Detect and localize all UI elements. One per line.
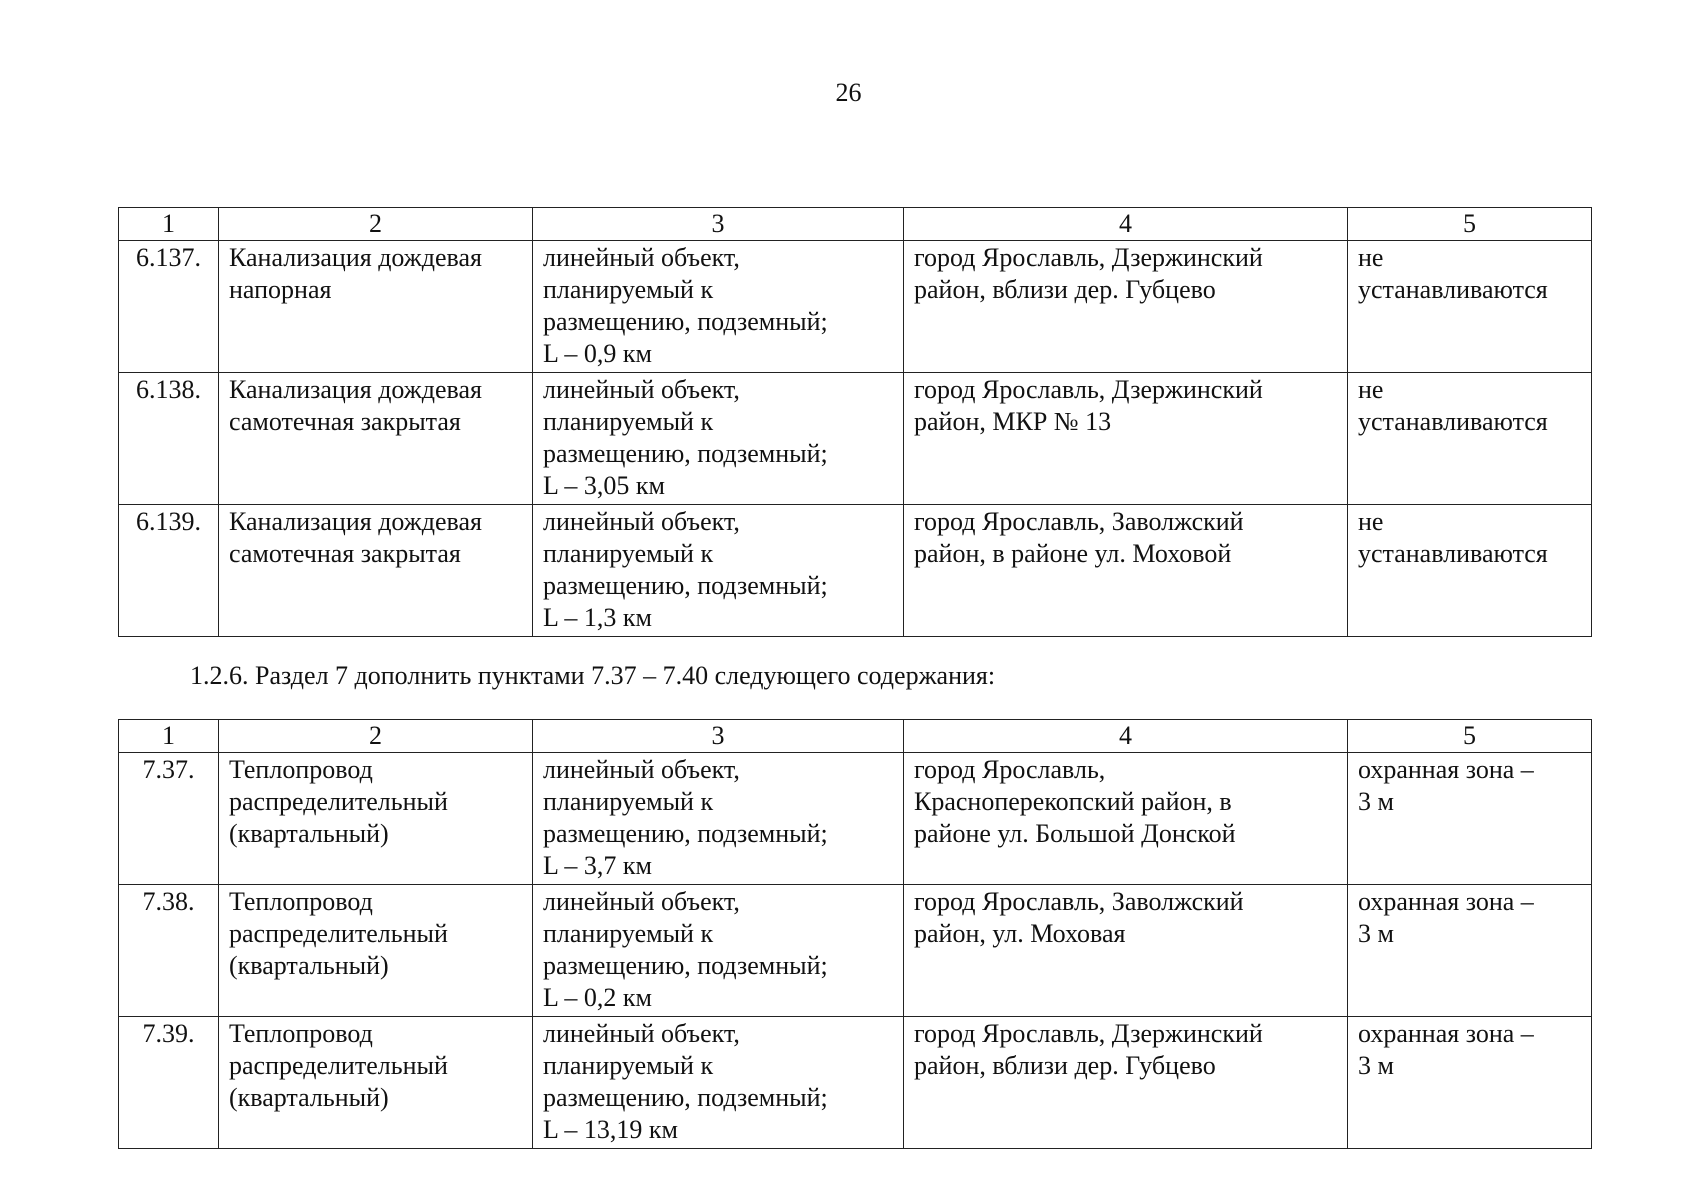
cell-text-line: не — [1358, 507, 1384, 536]
table-section-6 — [118, 207, 1592, 637]
location-cell — [904, 885, 1348, 1017]
object-name-cell — [219, 505, 533, 637]
table-row — [119, 241, 1592, 373]
cell-text-line: 3 м — [1358, 1051, 1394, 1080]
object-description-cell — [533, 885, 904, 1017]
object-description-cell — [533, 505, 904, 637]
cell-text-line: распределительный — [229, 787, 448, 816]
protection-zone-cell — [1348, 373, 1592, 505]
cell-text-line: размещению, подземный; — [543, 571, 828, 600]
cell-text-line: линейный объект, — [543, 887, 740, 916]
cell-text-line: район, вблизи дер. Губцево — [914, 1051, 1216, 1080]
cell-text-line: Канализация дождевая — [229, 507, 482, 536]
header-cell-3: 3 — [533, 720, 904, 753]
header-cell-4: 4 — [904, 720, 1348, 753]
cell-text-line: L – 0,9 км — [543, 339, 653, 368]
cell-text-line: (квартальный) — [229, 1083, 389, 1112]
cell-text-line: планируемый к — [543, 539, 714, 568]
cell-text-line: размещению, подземный; — [543, 819, 828, 848]
cell-text-line: самотечная закрытая — [229, 407, 461, 436]
cell-text-line: планируемый к — [543, 787, 714, 816]
cell-text-line: L – 3,05 км — [543, 471, 666, 500]
cell-text-line: город Ярославль, Дзержинский — [914, 243, 1263, 272]
table-header-row — [119, 208, 1592, 241]
header-cell-2: 2 — [219, 720, 533, 753]
cell-text-line: не — [1358, 375, 1384, 404]
item-number-cell: 7.37. — [119, 753, 219, 885]
cell-text-line: районе ул. Большой Донской — [914, 819, 1236, 848]
page-number: 26 — [835, 78, 862, 107]
cell-text-line: планируемый к — [543, 919, 714, 948]
item-number-cell: 7.39. — [119, 1017, 219, 1149]
cell-text-line: размещению, подземный; — [543, 307, 828, 336]
cell-text-line: устанавливаются — [1358, 539, 1548, 568]
header-cell-2: 2 — [219, 208, 533, 241]
cell-text-line: линейный объект, — [543, 755, 740, 784]
cell-text-line: самотечная закрытая — [229, 539, 461, 568]
cell-text-line: город Ярославль, Дзержинский — [914, 1019, 1263, 1048]
header-cell-5: 5 — [1348, 720, 1592, 753]
cell-text-line: 3 м — [1358, 787, 1394, 816]
cell-text-line: линейный объект, — [543, 1019, 740, 1048]
cell-text-line: планируемый к — [543, 1051, 714, 1080]
cell-text-line: Теплопровод — [229, 1019, 373, 1048]
item-number-cell: 6.137. — [119, 241, 219, 373]
table-row — [119, 1017, 1592, 1149]
cell-text-line: не — [1358, 243, 1384, 272]
cell-text-line: L – 1,3 км — [543, 603, 653, 632]
cell-text-line: охранная зона – — [1358, 1019, 1534, 1048]
location-cell — [904, 241, 1348, 373]
cell-text-line: район, в районе ул. Моховой — [914, 539, 1232, 568]
cell-text-line: охранная зона – — [1358, 887, 1534, 916]
cell-text-line: город Ярославль, Заволжский — [914, 507, 1244, 536]
header-cell-3: 3 — [533, 208, 904, 241]
object-name-cell — [219, 753, 533, 885]
protection-zone-cell — [1348, 753, 1592, 885]
table-section-7 — [118, 719, 1592, 1149]
cell-text-line: (квартальный) — [229, 951, 389, 980]
location-cell — [904, 373, 1348, 505]
object-name-cell — [219, 1017, 533, 1149]
cell-text-line: район, вблизи дер. Губцево — [914, 275, 1216, 304]
table-row — [119, 505, 1592, 637]
table-row — [119, 885, 1592, 1017]
cell-text-line: L – 0,2 км — [543, 983, 653, 1012]
cell-text-line: 3 м — [1358, 919, 1394, 948]
cell-text-line: устанавливаются — [1358, 275, 1548, 304]
cell-text-line: планируемый к — [543, 407, 714, 436]
object-description-cell — [533, 1017, 904, 1149]
cell-text-line: Канализация дождевая — [229, 375, 482, 404]
object-description-cell — [533, 753, 904, 885]
location-cell — [904, 753, 1348, 885]
cell-text-line: размещению, подземный; — [543, 951, 828, 980]
object-name-cell — [219, 373, 533, 505]
cell-text-line: город Ярославль, — [914, 755, 1106, 784]
item-number-cell: 6.139. — [119, 505, 219, 637]
cell-text-line: распределительный — [229, 919, 448, 948]
cell-text-line: (квартальный) — [229, 819, 389, 848]
cell-text-line: Теплопровод — [229, 887, 373, 916]
object-description-cell — [533, 373, 904, 505]
protection-zone-cell — [1348, 1017, 1592, 1149]
protection-zone-cell — [1348, 505, 1592, 637]
table-header-row — [119, 720, 1592, 753]
protection-zone-cell — [1348, 241, 1592, 373]
cell-text-line: распределительный — [229, 1051, 448, 1080]
location-cell — [904, 1017, 1348, 1149]
amendment-paragraph: 1.2.6. Раздел 7 дополнить пунктами 7.37 – 7.40 следующего содержания: — [190, 661, 996, 690]
cell-text-line: размещению, подземный; — [543, 439, 828, 468]
cell-text-line: линейный объект, — [543, 375, 740, 404]
cell-text-line: Красноперекопский район, в — [914, 787, 1232, 816]
cell-text-line: линейный объект, — [543, 243, 740, 272]
cell-text-line: L – 13,19 км — [543, 1115, 679, 1144]
header-cell-5: 5 — [1348, 208, 1592, 241]
object-name-cell — [219, 241, 533, 373]
cell-text-line: Теплопровод — [229, 755, 373, 784]
item-number-cell: 7.38. — [119, 885, 219, 1017]
cell-text-line: размещению, подземный; — [543, 1083, 828, 1112]
cell-text-line: устанавливаются — [1358, 407, 1548, 436]
protection-zone-cell — [1348, 885, 1592, 1017]
location-cell — [904, 505, 1348, 637]
cell-text-line: планируемый к — [543, 275, 714, 304]
header-cell-1: 1 — [119, 720, 219, 753]
cell-text-line: Канализация дождевая — [229, 243, 482, 272]
cell-text-line: охранная зона – — [1358, 755, 1534, 784]
object-description-cell — [533, 241, 904, 373]
header-cell-4: 4 — [904, 208, 1348, 241]
cell-text-line: напорная — [229, 275, 332, 304]
table-row — [119, 753, 1592, 885]
cell-text-line: район, МКР № 13 — [914, 407, 1112, 436]
table-row — [119, 373, 1592, 505]
cell-text-line: город Ярославль, Заволжский — [914, 887, 1244, 916]
object-name-cell — [219, 885, 533, 1017]
cell-text-line: город Ярославль, Дзержинский — [914, 375, 1263, 404]
cell-text-line: L – 3,7 км — [543, 851, 653, 880]
cell-text-line: район, ул. Моховая — [914, 919, 1126, 948]
item-number-cell: 6.138. — [119, 373, 219, 505]
cell-text-line: линейный объект, — [543, 507, 740, 536]
header-cell-1: 1 — [119, 208, 219, 241]
